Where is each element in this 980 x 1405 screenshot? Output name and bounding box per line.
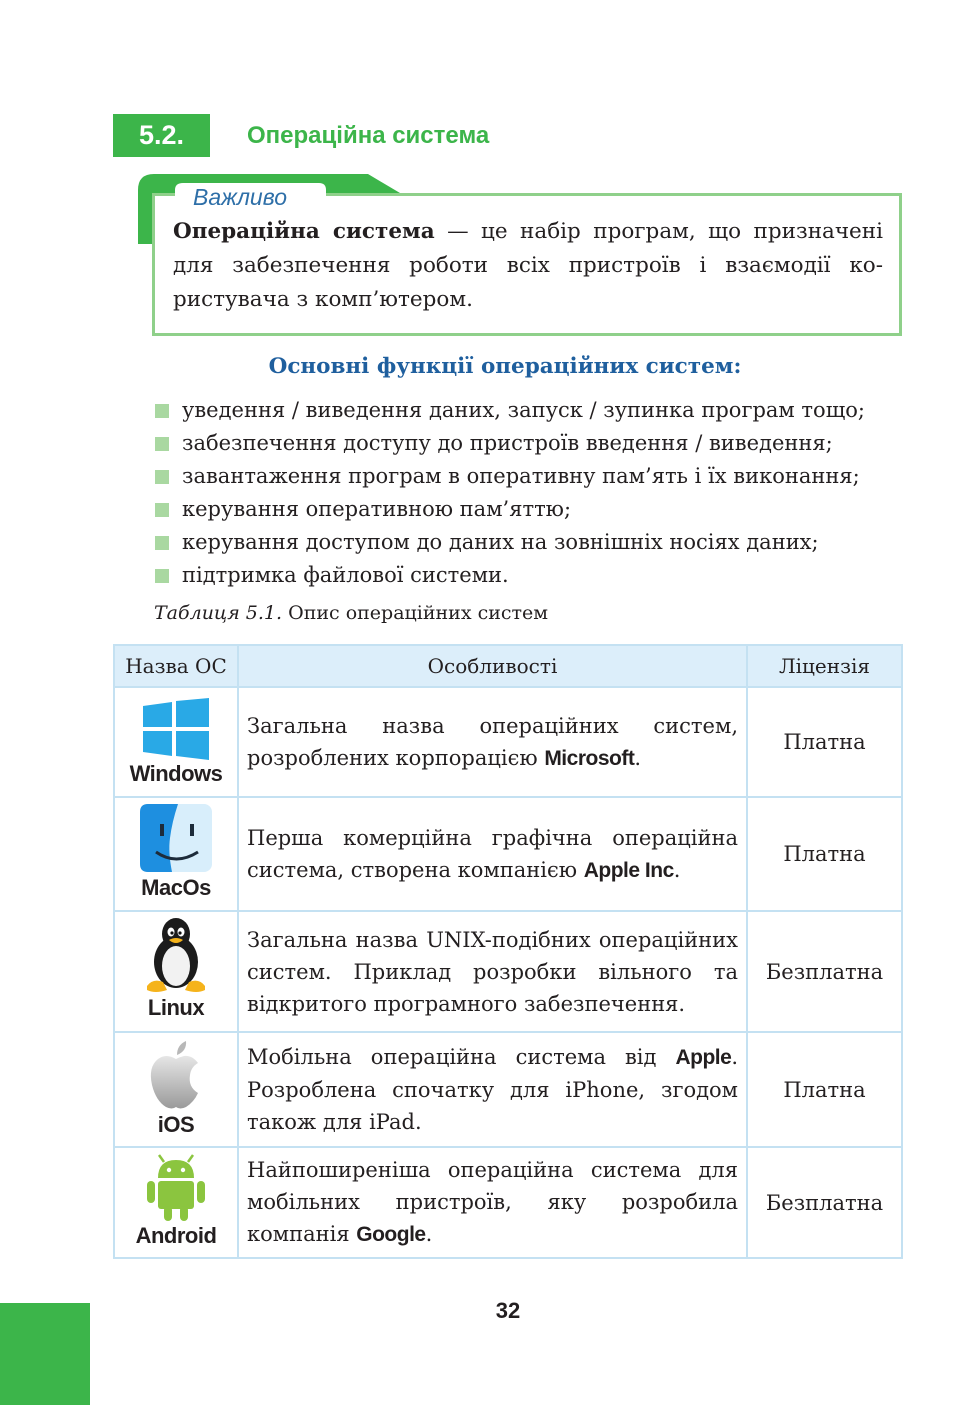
os-name-cell <box>114 1147 238 1258</box>
description-cell: Загальна назва операційних систем, розроблених корпорацією Microsoft. <box>238 687 747 797</box>
table-row <box>114 1032 902 1147</box>
apple-logo-icon <box>146 1039 206 1111</box>
list-item: керування оперативною пам’яттю; <box>153 493 913 526</box>
license-cell: Безплатна <box>747 1147 902 1258</box>
corner-color-block <box>0 1303 90 1405</box>
table-header-row <box>114 645 902 687</box>
os-name: Linux <box>147 995 205 1020</box>
table-row <box>114 911 902 1032</box>
os-name-cell <box>114 687 238 797</box>
square-bullet-icon <box>155 503 169 517</box>
definition-text: — це набір програм, що призначені для забезпечення роботи всіх пристроїв і взаємодії користувача з комп’ютером. <box>173 219 883 312</box>
functions-list <box>153 394 913 592</box>
license-cell: Платна <box>747 797 902 911</box>
table-caption-label: Таблиця 5.1. <box>154 602 283 624</box>
square-bullet-icon <box>155 404 169 418</box>
table-row <box>114 797 902 911</box>
license-cell: Безплатна <box>747 911 902 1032</box>
os-name: MacOs <box>141 875 211 900</box>
tux-penguin-icon <box>143 916 209 994</box>
table-row <box>114 1147 902 1258</box>
description-cell: Найпоширеніша операційна система для мобільних пристроїв, яку розробила компанія Google. <box>238 1147 747 1258</box>
brand-name: Apple <box>675 1046 732 1069</box>
android-robot-icon <box>143 1154 209 1222</box>
table-row <box>114 687 902 797</box>
license-cell: Платна <box>747 687 902 797</box>
square-bullet-icon <box>155 437 169 451</box>
brand-name: Google <box>356 1223 426 1246</box>
important-definition <box>173 215 883 317</box>
os-name-cell <box>114 1032 238 1147</box>
os-name: Android <box>135 1223 217 1248</box>
page-number: 32 <box>495 1298 521 1323</box>
description-cell: Загальна назва UNIX-подібних операційних систем. Приклад розробки вільного та відкритого програмного забезпечення. <box>238 911 747 1032</box>
section-number-badge: 5.2. <box>113 114 210 157</box>
table-caption-text: Опис операційних систем <box>282 602 549 624</box>
functions-heading: Основні функції операційних систем: <box>268 354 742 379</box>
column-header: Особливості <box>238 645 747 687</box>
list-item: керування доступом до даних на зовнішніх носіях даних; <box>153 526 913 559</box>
list-item: підтримка файлової системи. <box>153 559 913 592</box>
license-cell: Платна <box>747 1032 902 1147</box>
list-item: уведення / виведення даних, запуск / зупинка програм тощо; <box>153 394 913 427</box>
description-cell: Мобільна операційна система від Apple. Розроблена спочатку для iPhone, згодом також для iPad. <box>238 1032 747 1147</box>
defined-term: Операційна система <box>173 219 435 244</box>
os-name-cell <box>114 911 238 1032</box>
os-name: iOS <box>157 1112 195 1137</box>
square-bullet-icon <box>155 470 169 484</box>
finder-face-icon <box>138 802 214 874</box>
description-cell: Перша комерційна графічна операційна система, створена компанією Apple Inc. <box>238 797 747 911</box>
os-table <box>113 644 903 1259</box>
list-item: завантаження програм в оперативну пам’ять і їх виконання; <box>153 460 913 493</box>
square-bullet-icon <box>155 569 169 583</box>
section-title: Операційна система <box>247 122 490 149</box>
column-header: Ліцензія <box>747 645 902 687</box>
brand-name: Apple Inc <box>583 858 674 882</box>
brand-name: Microsoft <box>544 746 635 770</box>
column-header: Назва ОС <box>114 645 238 687</box>
os-name: Windows <box>129 761 223 786</box>
square-bullet-icon <box>155 536 169 550</box>
important-label: Важливо <box>193 184 288 210</box>
list-item: забезпечення доступу до пристроїв введення / виведення; <box>153 427 913 460</box>
windows-logo-icon <box>141 698 211 760</box>
os-name-cell <box>114 797 238 911</box>
table-caption <box>154 602 548 624</box>
